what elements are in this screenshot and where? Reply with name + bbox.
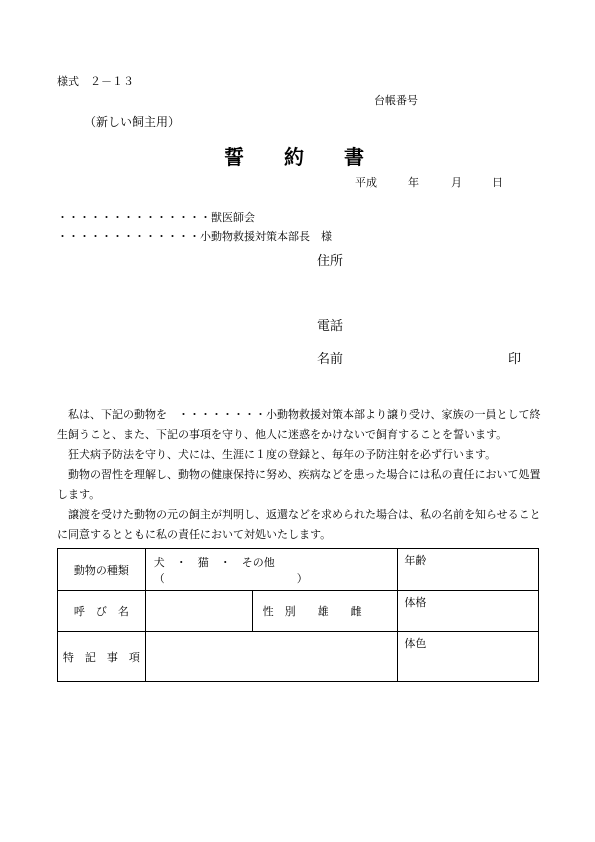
- table-row: [58, 632, 539, 682]
- ledger-number-label: 台帳番号: [374, 94, 418, 107]
- pledge-paragraph: 狂犬病予防法を守り、犬には、生涯に１度の登録と、毎年の予防注射を必ず行います。: [68, 448, 497, 461]
- build-cell[interactable]: 体格: [398, 591, 539, 632]
- call-name-label: 呼 び 名: [58, 591, 146, 632]
- date-month: 月: [451, 176, 462, 189]
- pledge-paragraph: 譲渡を受けた動物の元の飼主が判明し、返還などを求められた場合は、私の名前を知らせることに同意するとともに私の責任において対処いたします。: [57, 508, 541, 541]
- document-title: 誓 約 書: [224, 145, 364, 169]
- age-cell[interactable]: 年齢: [398, 549, 539, 591]
- color-cell[interactable]: 体色: [398, 632, 539, 682]
- notes-field[interactable]: [145, 632, 398, 682]
- date-day: 日: [492, 176, 503, 189]
- phone-label: 電話: [317, 319, 344, 334]
- table-row: [58, 549, 539, 591]
- addressee-vet-association: ・・・・・・・・・・・・・・獣医師会: [57, 211, 255, 224]
- table-row: [58, 591, 539, 632]
- subtitle: （新しい飼主用）: [84, 115, 181, 129]
- date-year: 年: [408, 176, 419, 189]
- animal-type-label: 動物の種類: [58, 549, 146, 591]
- pledge-body: [57, 405, 545, 545]
- animal-type-options[interactable]: 犬 ・ 猫 ・ その他 （ ）: [145, 549, 398, 591]
- seal-mark: 印: [508, 352, 522, 367]
- pledge-paragraph: 私は、下記の動物を ・・・・・・・・小動物救援対策本部より譲り受け、家族の一員として終生飼うこと、また、下記の事項を守り、他人に迷惑をかけないで飼育することを誓います。: [57, 408, 541, 441]
- sex-field[interactable]: 性 別 雄 雌: [252, 591, 398, 632]
- form-number: 様式 ２－１３: [57, 75, 134, 88]
- animal-info-table: [57, 548, 539, 682]
- pledge-paragraph: 動物の習性を理解し、動物の健康保持に努め、疾病などを患った場合には私の責任において処置します。: [57, 468, 541, 501]
- call-name-field[interactable]: [145, 591, 252, 632]
- notes-label: 特 記 事 項: [58, 632, 146, 682]
- address-label: 住所: [317, 254, 344, 269]
- name-label: 名前: [317, 352, 344, 367]
- addressee-rescue-hq: ・・・・・・・・・・・・・小動物救援対策本部長 様: [57, 230, 332, 243]
- date-era: 平成: [355, 176, 377, 189]
